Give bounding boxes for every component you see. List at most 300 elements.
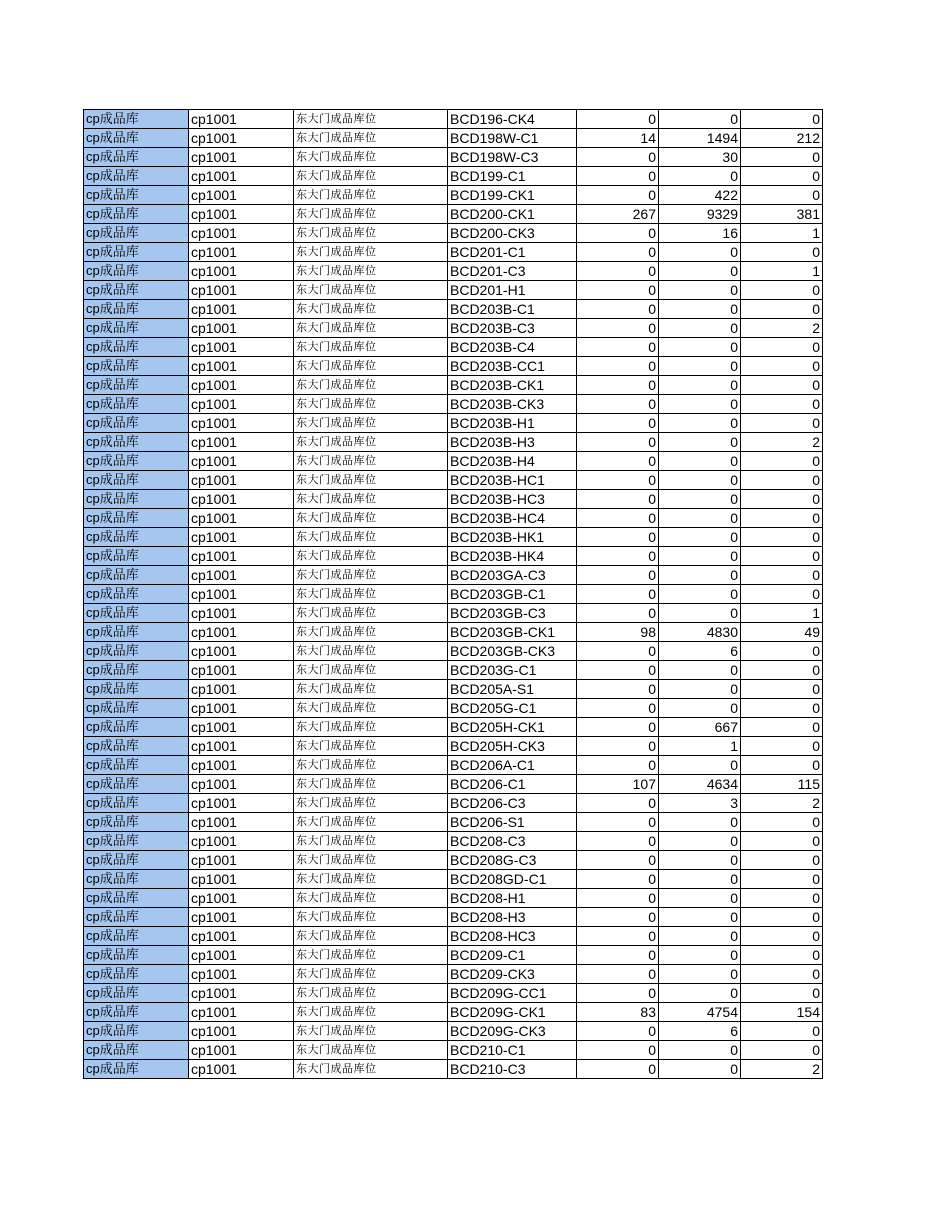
qty-c-cell[interactable]: 0 <box>741 395 823 414</box>
qty-b-cell[interactable]: 0 <box>659 528 741 547</box>
warehouse-code-cell[interactable]: cp1001 <box>189 1003 294 1022</box>
warehouse-cell[interactable]: cp成品库 <box>84 395 189 414</box>
qty-a-cell[interactable]: 0 <box>577 528 659 547</box>
qty-a-cell[interactable]: 0 <box>577 984 659 1003</box>
location-cell[interactable]: 东大门成品库位 <box>294 414 448 433</box>
warehouse-cell[interactable]: cp成品库 <box>84 300 189 319</box>
qty-b-cell[interactable]: 6 <box>659 642 741 661</box>
model-cell[interactable]: BCD199-CK1 <box>448 186 577 205</box>
qty-a-cell[interactable]: 0 <box>577 661 659 680</box>
warehouse-code-cell[interactable]: cp1001 <box>189 984 294 1003</box>
model-cell[interactable]: BCD208-H1 <box>448 889 577 908</box>
qty-a-cell[interactable]: 0 <box>577 718 659 737</box>
qty-a-cell[interactable]: 0 <box>577 376 659 395</box>
qty-c-cell[interactable]: 0 <box>741 148 823 167</box>
qty-b-cell[interactable]: 0 <box>659 338 741 357</box>
qty-b-cell[interactable]: 6 <box>659 1022 741 1041</box>
location-cell[interactable]: 东大门成品库位 <box>294 433 448 452</box>
warehouse-cell[interactable]: cp成品库 <box>84 1003 189 1022</box>
warehouse-code-cell[interactable]: cp1001 <box>189 224 294 243</box>
model-cell[interactable]: BCD203B-HC4 <box>448 509 577 528</box>
location-cell[interactable]: 东大门成品库位 <box>294 167 448 186</box>
qty-a-cell[interactable]: 0 <box>577 908 659 927</box>
location-cell[interactable]: 东大门成品库位 <box>294 148 448 167</box>
qty-b-cell[interactable]: 0 <box>659 414 741 433</box>
qty-c-cell[interactable]: 0 <box>741 680 823 699</box>
warehouse-cell[interactable]: cp成品库 <box>84 718 189 737</box>
warehouse-code-cell[interactable]: cp1001 <box>189 870 294 889</box>
qty-c-cell[interactable]: 1 <box>741 604 823 623</box>
qty-b-cell[interactable]: 0 <box>659 262 741 281</box>
model-cell[interactable]: BCD208G-C3 <box>448 851 577 870</box>
warehouse-code-cell[interactable]: cp1001 <box>189 566 294 585</box>
qty-b-cell[interactable]: 9329 <box>659 205 741 224</box>
qty-b-cell[interactable]: 0 <box>659 870 741 889</box>
location-cell[interactable]: 东大门成品库位 <box>294 604 448 623</box>
qty-c-cell[interactable]: 115 <box>741 775 823 794</box>
model-cell[interactable]: BCD196-CK4 <box>448 110 577 129</box>
qty-b-cell[interactable]: 0 <box>659 566 741 585</box>
location-cell[interactable]: 东大门成品库位 <box>294 623 448 642</box>
warehouse-cell[interactable]: cp成品库 <box>84 148 189 167</box>
warehouse-cell[interactable]: cp成品库 <box>84 319 189 338</box>
qty-a-cell[interactable]: 0 <box>577 1041 659 1060</box>
warehouse-code-cell[interactable]: cp1001 <box>189 110 294 129</box>
qty-a-cell[interactable]: 0 <box>577 338 659 357</box>
model-cell[interactable]: BCD203B-C3 <box>448 319 577 338</box>
warehouse-code-cell[interactable]: cp1001 <box>189 167 294 186</box>
location-cell[interactable]: 东大门成品库位 <box>294 281 448 300</box>
model-cell[interactable]: BCD200-CK1 <box>448 205 577 224</box>
location-cell[interactable]: 东大门成品库位 <box>294 832 448 851</box>
qty-b-cell[interactable]: 30 <box>659 148 741 167</box>
qty-a-cell[interactable]: 0 <box>577 224 659 243</box>
model-cell[interactable]: BCD201-C1 <box>448 243 577 262</box>
qty-b-cell[interactable]: 4830 <box>659 623 741 642</box>
location-cell[interactable]: 东大门成品库位 <box>294 1041 448 1060</box>
location-cell[interactable]: 东大门成品库位 <box>294 813 448 832</box>
qty-a-cell[interactable]: 0 <box>577 547 659 566</box>
qty-a-cell[interactable]: 0 <box>577 585 659 604</box>
qty-c-cell[interactable]: 0 <box>741 1022 823 1041</box>
warehouse-cell[interactable]: cp成品库 <box>84 794 189 813</box>
qty-b-cell[interactable]: 0 <box>659 490 741 509</box>
qty-c-cell[interactable]: 212 <box>741 129 823 148</box>
qty-b-cell[interactable]: 0 <box>659 984 741 1003</box>
warehouse-cell[interactable]: cp成品库 <box>84 775 189 794</box>
warehouse-code-cell[interactable]: cp1001 <box>189 756 294 775</box>
model-cell[interactable]: BCD205H-CK1 <box>448 718 577 737</box>
qty-a-cell[interactable]: 0 <box>577 490 659 509</box>
model-cell[interactable]: BCD198W-C1 <box>448 129 577 148</box>
warehouse-code-cell[interactable]: cp1001 <box>189 623 294 642</box>
model-cell[interactable]: BCD206-C3 <box>448 794 577 813</box>
qty-a-cell[interactable]: 0 <box>577 433 659 452</box>
location-cell[interactable]: 东大门成品库位 <box>294 775 448 794</box>
qty-b-cell[interactable]: 667 <box>659 718 741 737</box>
qty-b-cell[interactable]: 0 <box>659 243 741 262</box>
warehouse-cell[interactable]: cp成品库 <box>84 870 189 889</box>
location-cell[interactable]: 东大门成品库位 <box>294 642 448 661</box>
warehouse-code-cell[interactable]: cp1001 <box>189 680 294 699</box>
warehouse-code-cell[interactable]: cp1001 <box>189 718 294 737</box>
location-cell[interactable]: 东大门成品库位 <box>294 509 448 528</box>
warehouse-cell[interactable]: cp成品库 <box>84 604 189 623</box>
model-cell[interactable]: BCD200-CK3 <box>448 224 577 243</box>
qty-a-cell[interactable]: 0 <box>577 1022 659 1041</box>
qty-a-cell[interactable]: 0 <box>577 1060 659 1079</box>
qty-a-cell[interactable]: 0 <box>577 395 659 414</box>
location-cell[interactable]: 东大门成品库位 <box>294 889 448 908</box>
qty-a-cell[interactable]: 83 <box>577 1003 659 1022</box>
qty-c-cell[interactable]: 0 <box>741 965 823 984</box>
qty-b-cell[interactable]: 0 <box>659 300 741 319</box>
qty-b-cell[interactable]: 1494 <box>659 129 741 148</box>
qty-b-cell[interactable]: 0 <box>659 965 741 984</box>
warehouse-cell[interactable]: cp成品库 <box>84 110 189 129</box>
warehouse-code-cell[interactable]: cp1001 <box>189 528 294 547</box>
model-cell[interactable]: BCD208GD-C1 <box>448 870 577 889</box>
location-cell[interactable]: 东大门成品库位 <box>294 338 448 357</box>
model-cell[interactable]: BCD205G-C1 <box>448 699 577 718</box>
qty-a-cell[interactable]: 14 <box>577 129 659 148</box>
qty-b-cell[interactable]: 0 <box>659 585 741 604</box>
warehouse-code-cell[interactable]: cp1001 <box>189 946 294 965</box>
warehouse-cell[interactable]: cp成品库 <box>84 1041 189 1060</box>
qty-c-cell[interactable]: 0 <box>741 376 823 395</box>
qty-c-cell[interactable]: 0 <box>741 832 823 851</box>
location-cell[interactable]: 东大门成品库位 <box>294 1003 448 1022</box>
qty-b-cell[interactable]: 4754 <box>659 1003 741 1022</box>
warehouse-code-cell[interactable]: cp1001 <box>189 832 294 851</box>
qty-c-cell[interactable]: 0 <box>741 167 823 186</box>
qty-b-cell[interactable]: 0 <box>659 908 741 927</box>
model-cell[interactable]: BCD198W-C3 <box>448 148 577 167</box>
qty-a-cell[interactable]: 0 <box>577 737 659 756</box>
model-cell[interactable]: BCD203B-HC3 <box>448 490 577 509</box>
qty-c-cell[interactable]: 1 <box>741 262 823 281</box>
model-cell[interactable]: BCD203B-H4 <box>448 452 577 471</box>
location-cell[interactable]: 东大门成品库位 <box>294 566 448 585</box>
qty-b-cell[interactable]: 0 <box>659 946 741 965</box>
location-cell[interactable]: 东大门成品库位 <box>294 224 448 243</box>
qty-c-cell[interactable]: 0 <box>741 490 823 509</box>
qty-b-cell[interactable]: 16 <box>659 224 741 243</box>
location-cell[interactable]: 东大门成品库位 <box>294 528 448 547</box>
warehouse-cell[interactable]: cp成品库 <box>84 490 189 509</box>
warehouse-cell[interactable]: cp成品库 <box>84 433 189 452</box>
warehouse-cell[interactable]: cp成品库 <box>84 585 189 604</box>
model-cell[interactable]: BCD199-C1 <box>448 167 577 186</box>
qty-c-cell[interactable]: 0 <box>741 813 823 832</box>
qty-a-cell[interactable]: 0 <box>577 870 659 889</box>
location-cell[interactable]: 东大门成品库位 <box>294 129 448 148</box>
location-cell[interactable]: 东大门成品库位 <box>294 585 448 604</box>
model-cell[interactable]: BCD203GA-C3 <box>448 566 577 585</box>
model-cell[interactable]: BCD203B-H1 <box>448 414 577 433</box>
model-cell[interactable]: BCD210-C1 <box>448 1041 577 1060</box>
warehouse-code-cell[interactable]: cp1001 <box>189 965 294 984</box>
warehouse-code-cell[interactable]: cp1001 <box>189 908 294 927</box>
warehouse-code-cell[interactable]: cp1001 <box>189 395 294 414</box>
location-cell[interactable]: 东大门成品库位 <box>294 680 448 699</box>
model-cell[interactable]: BCD203B-CK3 <box>448 395 577 414</box>
location-cell[interactable]: 东大门成品库位 <box>294 946 448 965</box>
qty-c-cell[interactable]: 0 <box>741 927 823 946</box>
qty-c-cell[interactable]: 2 <box>741 794 823 813</box>
qty-c-cell[interactable]: 0 <box>741 452 823 471</box>
qty-a-cell[interactable]: 0 <box>577 186 659 205</box>
qty-a-cell[interactable]: 0 <box>577 148 659 167</box>
qty-a-cell[interactable]: 0 <box>577 452 659 471</box>
model-cell[interactable]: BCD209G-CK1 <box>448 1003 577 1022</box>
qty-c-cell[interactable]: 0 <box>741 946 823 965</box>
qty-a-cell[interactable]: 0 <box>577 566 659 585</box>
model-cell[interactable]: BCD201-H1 <box>448 281 577 300</box>
location-cell[interactable]: 东大门成品库位 <box>294 357 448 376</box>
warehouse-code-cell[interactable]: cp1001 <box>189 927 294 946</box>
warehouse-cell[interactable]: cp成品库 <box>84 680 189 699</box>
model-cell[interactable]: BCD206-C1 <box>448 775 577 794</box>
model-cell[interactable]: BCD208-H3 <box>448 908 577 927</box>
qty-b-cell[interactable]: 0 <box>659 167 741 186</box>
warehouse-code-cell[interactable]: cp1001 <box>189 851 294 870</box>
warehouse-code-cell[interactable]: cp1001 <box>189 205 294 224</box>
location-cell[interactable]: 东大门成品库位 <box>294 319 448 338</box>
warehouse-code-cell[interactable]: cp1001 <box>189 699 294 718</box>
model-cell[interactable]: BCD206-S1 <box>448 813 577 832</box>
warehouse-code-cell[interactable]: cp1001 <box>189 794 294 813</box>
location-cell[interactable]: 东大门成品库位 <box>294 908 448 927</box>
warehouse-code-cell[interactable]: cp1001 <box>189 490 294 509</box>
qty-a-cell[interactable]: 267 <box>577 205 659 224</box>
qty-c-cell[interactable]: 2 <box>741 319 823 338</box>
warehouse-cell[interactable]: cp成品库 <box>84 813 189 832</box>
location-cell[interactable]: 东大门成品库位 <box>294 471 448 490</box>
qty-a-cell[interactable]: 0 <box>577 167 659 186</box>
warehouse-code-cell[interactable]: cp1001 <box>189 281 294 300</box>
qty-a-cell[interactable]: 0 <box>577 110 659 129</box>
warehouse-cell[interactable]: cp成品库 <box>84 262 189 281</box>
qty-a-cell[interactable]: 0 <box>577 946 659 965</box>
warehouse-code-cell[interactable]: cp1001 <box>189 148 294 167</box>
model-cell[interactable]: BCD203B-HK1 <box>448 528 577 547</box>
warehouse-cell[interactable]: cp成品库 <box>84 129 189 148</box>
qty-a-cell[interactable]: 0 <box>577 813 659 832</box>
qty-a-cell[interactable]: 0 <box>577 832 659 851</box>
warehouse-code-cell[interactable]: cp1001 <box>189 376 294 395</box>
location-cell[interactable]: 东大门成品库位 <box>294 851 448 870</box>
warehouse-cell[interactable]: cp成品库 <box>84 528 189 547</box>
warehouse-cell[interactable]: cp成品库 <box>84 376 189 395</box>
model-cell[interactable]: BCD203B-CK1 <box>448 376 577 395</box>
warehouse-code-cell[interactable]: cp1001 <box>189 737 294 756</box>
qty-c-cell[interactable]: 0 <box>741 471 823 490</box>
warehouse-code-cell[interactable]: cp1001 <box>189 1041 294 1060</box>
location-cell[interactable]: 东大门成品库位 <box>294 547 448 566</box>
warehouse-cell[interactable]: cp成品库 <box>84 699 189 718</box>
warehouse-code-cell[interactable]: cp1001 <box>189 414 294 433</box>
warehouse-cell[interactable]: cp成品库 <box>84 243 189 262</box>
qty-b-cell[interactable]: 0 <box>659 376 741 395</box>
model-cell[interactable]: BCD206A-C1 <box>448 756 577 775</box>
model-cell[interactable]: BCD209G-CK3 <box>448 1022 577 1041</box>
qty-c-cell[interactable]: 0 <box>741 509 823 528</box>
location-cell[interactable]: 东大门成品库位 <box>294 376 448 395</box>
qty-a-cell[interactable]: 0 <box>577 262 659 281</box>
warehouse-cell[interactable]: cp成品库 <box>84 471 189 490</box>
warehouse-cell[interactable]: cp成品库 <box>84 205 189 224</box>
qty-c-cell[interactable]: 0 <box>741 243 823 262</box>
warehouse-cell[interactable]: cp成品库 <box>84 338 189 357</box>
model-cell[interactable]: BCD203B-HC1 <box>448 471 577 490</box>
warehouse-code-cell[interactable]: cp1001 <box>189 642 294 661</box>
warehouse-code-cell[interactable]: cp1001 <box>189 452 294 471</box>
qty-a-cell[interactable]: 0 <box>577 281 659 300</box>
warehouse-code-cell[interactable]: cp1001 <box>189 813 294 832</box>
warehouse-code-cell[interactable]: cp1001 <box>189 1060 294 1079</box>
qty-b-cell[interactable]: 4634 <box>659 775 741 794</box>
warehouse-cell[interactable]: cp成品库 <box>84 889 189 908</box>
warehouse-code-cell[interactable]: cp1001 <box>189 262 294 281</box>
qty-c-cell[interactable]: 0 <box>741 642 823 661</box>
warehouse-code-cell[interactable]: cp1001 <box>189 300 294 319</box>
qty-c-cell[interactable]: 2 <box>741 433 823 452</box>
qty-b-cell[interactable]: 0 <box>659 604 741 623</box>
location-cell[interactable]: 东大门成品库位 <box>294 984 448 1003</box>
location-cell[interactable]: 东大门成品库位 <box>294 870 448 889</box>
location-cell[interactable]: 东大门成品库位 <box>294 699 448 718</box>
warehouse-cell[interactable]: cp成品库 <box>84 984 189 1003</box>
warehouse-cell[interactable]: cp成品库 <box>84 1022 189 1041</box>
warehouse-cell[interactable]: cp成品库 <box>84 566 189 585</box>
qty-c-cell[interactable]: 2 <box>741 1060 823 1079</box>
location-cell[interactable]: 东大门成品库位 <box>294 262 448 281</box>
qty-b-cell[interactable]: 422 <box>659 186 741 205</box>
model-cell[interactable]: BCD210-C3 <box>448 1060 577 1079</box>
warehouse-code-cell[interactable]: cp1001 <box>189 1022 294 1041</box>
qty-b-cell[interactable]: 0 <box>659 433 741 452</box>
location-cell[interactable]: 东大门成品库位 <box>294 756 448 775</box>
warehouse-code-cell[interactable]: cp1001 <box>189 471 294 490</box>
warehouse-cell[interactable]: cp成品库 <box>84 224 189 243</box>
qty-c-cell[interactable]: 0 <box>741 300 823 319</box>
model-cell[interactable]: BCD203GB-CK3 <box>448 642 577 661</box>
qty-b-cell[interactable]: 1 <box>659 737 741 756</box>
qty-c-cell[interactable]: 0 <box>741 186 823 205</box>
qty-a-cell[interactable]: 0 <box>577 357 659 376</box>
warehouse-code-cell[interactable]: cp1001 <box>189 433 294 452</box>
qty-a-cell[interactable]: 0 <box>577 965 659 984</box>
qty-b-cell[interactable]: 0 <box>659 509 741 528</box>
qty-a-cell[interactable]: 0 <box>577 300 659 319</box>
location-cell[interactable]: 东大门成品库位 <box>294 794 448 813</box>
qty-b-cell[interactable]: 0 <box>659 110 741 129</box>
qty-a-cell[interactable]: 0 <box>577 319 659 338</box>
warehouse-code-cell[interactable]: cp1001 <box>189 585 294 604</box>
warehouse-cell[interactable]: cp成品库 <box>84 642 189 661</box>
location-cell[interactable]: 东大门成品库位 <box>294 1022 448 1041</box>
warehouse-code-cell[interactable]: cp1001 <box>189 243 294 262</box>
qty-c-cell[interactable]: 49 <box>741 623 823 642</box>
location-cell[interactable]: 东大门成品库位 <box>294 490 448 509</box>
location-cell[interactable]: 东大门成品库位 <box>294 243 448 262</box>
location-cell[interactable]: 东大门成品库位 <box>294 737 448 756</box>
qty-c-cell[interactable]: 0 <box>741 566 823 585</box>
qty-c-cell[interactable]: 1 <box>741 224 823 243</box>
qty-c-cell[interactable]: 0 <box>741 756 823 775</box>
qty-b-cell[interactable]: 3 <box>659 794 741 813</box>
qty-b-cell[interactable]: 0 <box>659 851 741 870</box>
model-cell[interactable]: BCD205A-S1 <box>448 680 577 699</box>
model-cell[interactable]: BCD203B-C4 <box>448 338 577 357</box>
qty-c-cell[interactable]: 0 <box>741 889 823 908</box>
warehouse-cell[interactable]: cp成品库 <box>84 661 189 680</box>
qty-c-cell[interactable]: 0 <box>741 908 823 927</box>
qty-c-cell[interactable]: 0 <box>741 357 823 376</box>
location-cell[interactable]: 东大门成品库位 <box>294 186 448 205</box>
model-cell[interactable]: BCD203B-HK4 <box>448 547 577 566</box>
warehouse-code-cell[interactable]: cp1001 <box>189 547 294 566</box>
qty-c-cell[interactable]: 0 <box>741 281 823 300</box>
warehouse-cell[interactable]: cp成品库 <box>84 281 189 300</box>
qty-a-cell[interactable]: 0 <box>577 889 659 908</box>
warehouse-code-cell[interactable]: cp1001 <box>189 338 294 357</box>
warehouse-code-cell[interactable]: cp1001 <box>189 661 294 680</box>
qty-c-cell[interactable]: 0 <box>741 661 823 680</box>
qty-b-cell[interactable]: 0 <box>659 699 741 718</box>
warehouse-code-cell[interactable]: cp1001 <box>189 604 294 623</box>
qty-c-cell[interactable]: 0 <box>741 585 823 604</box>
qty-a-cell[interactable]: 0 <box>577 794 659 813</box>
qty-a-cell[interactable]: 0 <box>577 699 659 718</box>
warehouse-cell[interactable]: cp成品库 <box>84 452 189 471</box>
warehouse-cell[interactable]: cp成品库 <box>84 927 189 946</box>
location-cell[interactable]: 东大门成品库位 <box>294 300 448 319</box>
qty-b-cell[interactable]: 0 <box>659 357 741 376</box>
qty-a-cell[interactable]: 0 <box>577 243 659 262</box>
warehouse-cell[interactable]: cp成品库 <box>84 737 189 756</box>
qty-b-cell[interactable]: 0 <box>659 756 741 775</box>
warehouse-code-cell[interactable]: cp1001 <box>189 357 294 376</box>
model-cell[interactable]: BCD203B-H3 <box>448 433 577 452</box>
qty-c-cell[interactable]: 0 <box>741 338 823 357</box>
qty-c-cell[interactable]: 0 <box>741 870 823 889</box>
model-cell[interactable]: BCD203GB-C3 <box>448 604 577 623</box>
qty-c-cell[interactable]: 0 <box>741 984 823 1003</box>
qty-b-cell[interactable]: 0 <box>659 319 741 338</box>
warehouse-code-cell[interactable]: cp1001 <box>189 129 294 148</box>
location-cell[interactable]: 东大门成品库位 <box>294 1060 448 1079</box>
qty-b-cell[interactable]: 0 <box>659 680 741 699</box>
location-cell[interactable]: 东大门成品库位 <box>294 718 448 737</box>
location-cell[interactable]: 东大门成品库位 <box>294 965 448 984</box>
qty-b-cell[interactable]: 0 <box>659 927 741 946</box>
qty-c-cell[interactable]: 0 <box>741 1041 823 1060</box>
qty-b-cell[interactable]: 0 <box>659 547 741 566</box>
warehouse-cell[interactable]: cp成品库 <box>84 851 189 870</box>
warehouse-code-cell[interactable]: cp1001 <box>189 775 294 794</box>
warehouse-cell[interactable]: cp成品库 <box>84 965 189 984</box>
model-cell[interactable]: BCD205H-CK3 <box>448 737 577 756</box>
model-cell[interactable]: BCD203GB-CK1 <box>448 623 577 642</box>
qty-b-cell[interactable]: 0 <box>659 281 741 300</box>
qty-a-cell[interactable]: 0 <box>577 927 659 946</box>
qty-a-cell[interactable]: 0 <box>577 604 659 623</box>
qty-b-cell[interactable]: 0 <box>659 1041 741 1060</box>
warehouse-cell[interactable]: cp成品库 <box>84 547 189 566</box>
qty-a-cell[interactable]: 0 <box>577 414 659 433</box>
